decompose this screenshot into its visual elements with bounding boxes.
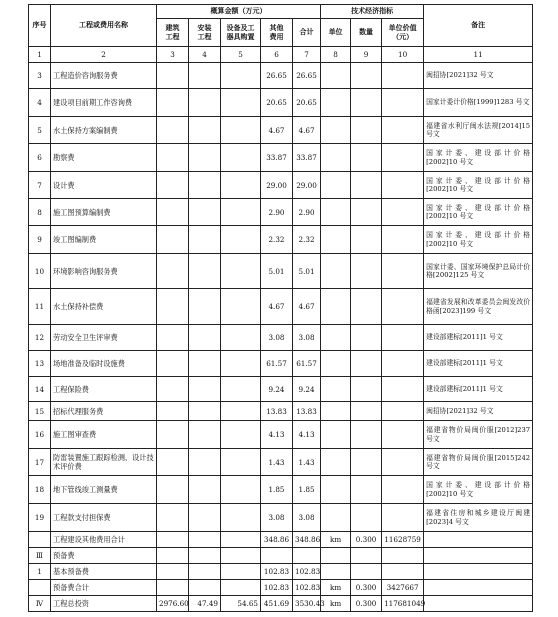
row-seq: 15 [29, 402, 51, 421]
row-unit-price [382, 172, 424, 199]
row-install [189, 289, 221, 325]
row-remark: 国家计委计价格[1999]1283 号文 [424, 89, 533, 117]
row-unit-price [382, 351, 424, 377]
row-name: 水土保持方案编制费 [51, 117, 157, 144]
row-seq: 9 [29, 226, 51, 254]
row-equipment [221, 63, 261, 89]
row-building [157, 532, 189, 548]
row-install [189, 421, 221, 449]
row-install [189, 351, 221, 377]
row-unit: km [321, 596, 351, 612]
row-name: 防雷装置施工跟踪检测、设计技术评价费 [51, 449, 157, 476]
row-total: 3.08 [293, 504, 321, 532]
row-qty [351, 226, 382, 254]
row-qty [351, 351, 382, 377]
row-name: 工程保险费 [51, 377, 157, 402]
row-remark: 闽招协[2021]32 号文 [424, 402, 533, 421]
row-unit-price: 117681049 [382, 596, 424, 612]
row-total: 348.86 [293, 532, 321, 548]
row-equipment [221, 377, 261, 402]
row-seq [29, 532, 51, 548]
row-equipment [221, 564, 261, 580]
row-seq: 16 [29, 421, 51, 449]
table-row [29, 172, 533, 199]
row-name: 基本预备费 [51, 564, 157, 580]
header-estimate-group: 概算金额（万元） [157, 5, 321, 19]
row-remark: 福建省水利厅闽水法规[2014]15 号文 [424, 117, 533, 144]
row-equipment [221, 402, 261, 421]
row-other: 2.32 [261, 226, 293, 254]
row-equipment [221, 199, 261, 226]
table-row [29, 351, 533, 377]
row-equipment [221, 325, 261, 351]
row-total: 102.83 [293, 580, 321, 596]
row-unit [321, 548, 351, 564]
row-equipment [221, 117, 261, 144]
column-number: 2 [51, 47, 157, 63]
column-number: 7 [293, 47, 321, 63]
row-other: 3.08 [261, 325, 293, 351]
row-name: 设计费 [51, 172, 157, 199]
table-row [29, 144, 533, 172]
row-name: 工程建设其他费用合计 [51, 532, 157, 548]
row-unit-price [382, 289, 424, 325]
row-building: 2976.60 [157, 596, 189, 612]
row-unit-price [382, 377, 424, 402]
cost-estimate-table [28, 4, 533, 612]
row-remark: 国家计委、建设部计价格[2002]10 号文 [424, 172, 533, 199]
row-equipment [221, 254, 261, 289]
row-building [157, 63, 189, 89]
row-equipment [221, 449, 261, 476]
column-number: 1 [29, 47, 51, 63]
row-seq: 17 [29, 449, 51, 476]
table-row [29, 377, 533, 402]
row-unit: km [321, 580, 351, 596]
row-qty [351, 199, 382, 226]
row-equipment [221, 226, 261, 254]
row-equipment [221, 421, 261, 449]
table-row [29, 449, 533, 476]
row-install [189, 548, 221, 564]
row-building [157, 476, 189, 504]
row-building [157, 289, 189, 325]
row-name: 劳动安全卫生评审费 [51, 325, 157, 351]
row-qty [351, 564, 382, 580]
row-unit-price [382, 117, 424, 144]
row-total: 20.65 [293, 89, 321, 117]
row-remark [424, 532, 533, 548]
row-install [189, 580, 221, 596]
row-building [157, 172, 189, 199]
row-qty: 0.300 [351, 532, 382, 548]
table-row [29, 89, 533, 117]
row-unit-price [382, 254, 424, 289]
row-qty [351, 172, 382, 199]
row-seq: 1 [29, 564, 51, 580]
table-row [29, 117, 533, 144]
table-row [29, 325, 533, 351]
header-unit-price: 单位价值 （元） [382, 19, 424, 47]
row-other: 26.65 [261, 63, 293, 89]
row-building [157, 402, 189, 421]
row-install [189, 476, 221, 504]
row-seq: 13 [29, 351, 51, 377]
row-unit [321, 117, 351, 144]
row-install: 47.49 [189, 596, 221, 612]
row-name: 预备费合计 [51, 580, 157, 596]
row-seq: 7 [29, 172, 51, 199]
table-row [29, 564, 533, 580]
row-seq: Ⅳ [29, 596, 51, 612]
row-install [189, 199, 221, 226]
row-remark: 建设部建标[2011]1 号文 [424, 377, 533, 402]
row-name: 环境影响咨询服务费 [51, 254, 157, 289]
row-remark: 国家计委、建设部计价格[2002]10 号文 [424, 226, 533, 254]
row-unit [321, 351, 351, 377]
row-remark [424, 548, 533, 564]
row-qty [351, 402, 382, 421]
row-building [157, 421, 189, 449]
header-seq: 序号 [29, 5, 51, 47]
row-unit-price: 11628759 [382, 532, 424, 548]
row-qty [351, 117, 382, 144]
column-number: 3 [157, 47, 189, 63]
row-total: 3.08 [293, 325, 321, 351]
row-building [157, 325, 189, 351]
header-total: 合计 [293, 19, 321, 47]
row-seq: 4 [29, 89, 51, 117]
row-qty [351, 144, 382, 172]
row-unit-price [382, 226, 424, 254]
row-install [189, 377, 221, 402]
row-other: 61.57 [261, 351, 293, 377]
row-seq: 8 [29, 199, 51, 226]
row-install [189, 89, 221, 117]
row-seq [29, 580, 51, 596]
table-row [29, 63, 533, 89]
row-unit-price [382, 325, 424, 351]
row-remark: 福建省发展和改革委员会闽发改价格函[2023]199 号文 [424, 289, 533, 325]
header-name: 工程或费用名称 [51, 5, 157, 47]
row-other: 4.67 [261, 289, 293, 325]
row-unit [321, 377, 351, 402]
header-unit: 单位 [321, 19, 351, 47]
row-building [157, 449, 189, 476]
row-qty [351, 325, 382, 351]
row-total: 26.65 [293, 63, 321, 89]
row-building [157, 199, 189, 226]
row-unit-price [382, 449, 424, 476]
table-row [29, 504, 533, 532]
row-unit-price [382, 144, 424, 172]
row-building [157, 144, 189, 172]
row-total: 102.83 [293, 564, 321, 580]
row-qty [351, 504, 382, 532]
table-row [29, 254, 533, 289]
row-unit [321, 325, 351, 351]
row-name: 勘察费 [51, 144, 157, 172]
column-number-row [29, 47, 533, 63]
row-remark: 国家计委、建设部计价格[2002]10 号文 [424, 144, 533, 172]
row-equipment: 54.65 [221, 596, 261, 612]
header-building: 建筑 工程 [157, 19, 189, 47]
column-number: 4 [189, 47, 221, 63]
row-name: 施工图审查费 [51, 421, 157, 449]
row-other: 451.69 [261, 596, 293, 612]
row-remark: 闽招协[2021]32 号文 [424, 63, 533, 89]
row-unit [321, 144, 351, 172]
row-building [157, 548, 189, 564]
row-name: 建设项目前期工作咨询费 [51, 89, 157, 117]
row-other: 4.67 [261, 117, 293, 144]
row-name: 地下管线竣工测量费 [51, 476, 157, 504]
table-row [29, 532, 533, 548]
row-unit [321, 564, 351, 580]
row-name: 水土保持补偿费 [51, 289, 157, 325]
row-qty [351, 289, 382, 325]
row-unit-price [382, 548, 424, 564]
row-total: 3530.43 [293, 596, 321, 612]
column-number: 11 [424, 47, 533, 63]
column-number: 9 [351, 47, 382, 63]
table-row [29, 580, 533, 596]
row-other: 3.08 [261, 504, 293, 532]
row-other: 1.43 [261, 449, 293, 476]
row-unit-price [382, 421, 424, 449]
row-name: 工程总投资 [51, 596, 157, 612]
row-seq: 14 [29, 377, 51, 402]
column-number: 6 [261, 47, 293, 63]
row-unit [321, 402, 351, 421]
row-equipment [221, 532, 261, 548]
row-total: 33.87 [293, 144, 321, 172]
row-total: 2.90 [293, 199, 321, 226]
row-name: 施工图预算编制费 [51, 199, 157, 226]
row-seq: 11 [29, 289, 51, 325]
row-unit-price [382, 89, 424, 117]
row-install [189, 117, 221, 144]
row-seq: Ⅲ [29, 548, 51, 564]
row-install [189, 325, 221, 351]
row-install [189, 504, 221, 532]
row-remark: 建设部建标[2011]1 号文 [424, 325, 533, 351]
table-row [29, 596, 533, 612]
row-total: 4.13 [293, 421, 321, 449]
row-seq: 3 [29, 63, 51, 89]
column-number: 10 [382, 47, 424, 63]
row-name: 场地准备及临时设施费 [51, 351, 157, 377]
row-unit [321, 199, 351, 226]
row-install [189, 172, 221, 199]
table-row [29, 402, 533, 421]
row-unit-price [382, 402, 424, 421]
row-remark [424, 596, 533, 612]
row-other: 33.87 [261, 144, 293, 172]
row-install [189, 449, 221, 476]
row-other: 4.13 [261, 421, 293, 449]
table-row [29, 226, 533, 254]
row-seq: 6 [29, 144, 51, 172]
row-qty [351, 254, 382, 289]
row-total [293, 548, 321, 564]
row-remark: 福建省物价局闽价服[2012]237 号文 [424, 421, 533, 449]
row-equipment [221, 351, 261, 377]
row-qty [351, 476, 382, 504]
row-unit [321, 476, 351, 504]
row-unit [321, 289, 351, 325]
row-remark: 建设部建标[2011]1 号文 [424, 351, 533, 377]
row-other [261, 548, 293, 564]
row-equipment [221, 89, 261, 117]
column-number: 8 [321, 47, 351, 63]
row-equipment [221, 580, 261, 596]
row-unit-price [382, 564, 424, 580]
row-unit-price [382, 504, 424, 532]
row-name: 预备费 [51, 548, 157, 564]
row-unit [321, 89, 351, 117]
row-other: 348.86 [261, 532, 293, 548]
row-other: 2.90 [261, 199, 293, 226]
row-other: 29.00 [261, 172, 293, 199]
row-install [189, 564, 221, 580]
row-total: 1.43 [293, 449, 321, 476]
row-total: 29.00 [293, 172, 321, 199]
row-other: 102.83 [261, 564, 293, 580]
row-building [157, 89, 189, 117]
header-qty: 数量 [351, 19, 382, 47]
table-row [29, 548, 533, 564]
row-qty [351, 449, 382, 476]
column-number: 5 [221, 47, 261, 63]
row-name: 竣工图编制费 [51, 226, 157, 254]
row-equipment [221, 548, 261, 564]
row-equipment [221, 144, 261, 172]
row-remark: 福建省物价局闽价服[2015]242 号文 [424, 449, 533, 476]
row-name: 工程款支付担保费 [51, 504, 157, 532]
row-qty: 0.300 [351, 580, 382, 596]
row-seq: 10 [29, 254, 51, 289]
header-other: 其他 费用 [261, 19, 293, 47]
row-install [189, 63, 221, 89]
row-install [189, 532, 221, 548]
row-unit-price [382, 63, 424, 89]
row-qty [351, 548, 382, 564]
row-building [157, 580, 189, 596]
table-row [29, 199, 533, 226]
row-building [157, 564, 189, 580]
row-unit-price [382, 476, 424, 504]
header-tech-group: 技术经济指标 [321, 5, 424, 19]
table-row [29, 476, 533, 504]
row-building [157, 226, 189, 254]
row-other: 20.65 [261, 89, 293, 117]
row-unit [321, 63, 351, 89]
row-total: 1.85 [293, 476, 321, 504]
row-equipment [221, 476, 261, 504]
row-total: 61.57 [293, 351, 321, 377]
row-name: 工程造价咨询服务费 [51, 63, 157, 89]
row-unit-price: 3427667 [382, 580, 424, 596]
row-name: 招标代理服务费 [51, 402, 157, 421]
row-total: 4.67 [293, 117, 321, 144]
row-building [157, 377, 189, 402]
row-total: 4.67 [293, 289, 321, 325]
row-install [189, 402, 221, 421]
row-install [189, 254, 221, 289]
row-unit [321, 449, 351, 476]
row-remark [424, 564, 533, 580]
row-qty [351, 89, 382, 117]
row-seq: 5 [29, 117, 51, 144]
row-building [157, 254, 189, 289]
row-qty: 0.300 [351, 596, 382, 612]
row-seq: 19 [29, 504, 51, 532]
row-unit: km [321, 532, 351, 548]
row-remark: 国家计委、建设部计价格[2002]10 号文 [424, 476, 533, 504]
row-equipment [221, 504, 261, 532]
header-equipment: 设备及工 器具购置 [221, 19, 261, 47]
row-seq: 12 [29, 325, 51, 351]
row-remark [424, 580, 533, 596]
row-other: 1.85 [261, 476, 293, 504]
row-unit-price [382, 199, 424, 226]
row-building [157, 117, 189, 144]
row-total: 13.83 [293, 402, 321, 421]
row-building [157, 504, 189, 532]
row-remark: 福建省住房和城乡建设厅闽建[2023]4 号文 [424, 504, 533, 532]
row-equipment [221, 172, 261, 199]
table-row [29, 421, 533, 449]
row-seq: 18 [29, 476, 51, 504]
row-other: 102.83 [261, 580, 293, 596]
row-other: 13.83 [261, 402, 293, 421]
row-total: 5.01 [293, 254, 321, 289]
row-qty [351, 377, 382, 402]
row-unit [321, 254, 351, 289]
row-install [189, 144, 221, 172]
row-remark: 国家计委、建设部计价格[2002]10 号文 [424, 199, 533, 226]
row-qty [351, 63, 382, 89]
row-unit [321, 504, 351, 532]
row-total: 2.32 [293, 226, 321, 254]
row-unit [321, 226, 351, 254]
row-other: 9.24 [261, 377, 293, 402]
row-total: 9.24 [293, 377, 321, 402]
row-other: 5.01 [261, 254, 293, 289]
table-row [29, 289, 533, 325]
row-equipment [221, 289, 261, 325]
header-remark: 备注 [424, 5, 533, 47]
row-install [189, 226, 221, 254]
row-remark: 国家计委、国家环境保护总局计价格[2002]125 号文 [424, 254, 533, 289]
row-unit [321, 172, 351, 199]
row-unit [321, 421, 351, 449]
row-building [157, 351, 189, 377]
header-install: 安装 工程 [189, 19, 221, 47]
row-qty [351, 421, 382, 449]
